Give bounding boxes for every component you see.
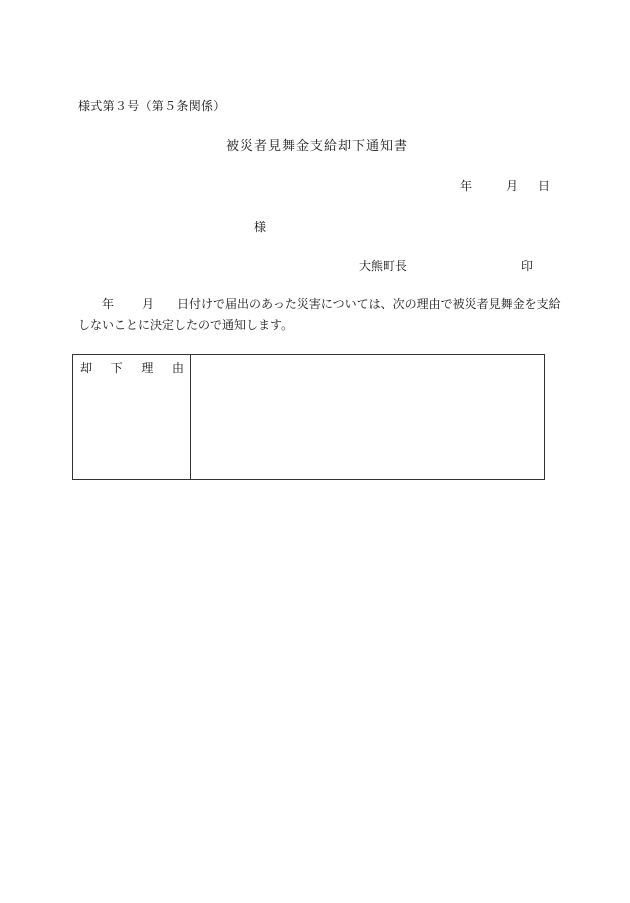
date-day-label: 日 bbox=[537, 179, 550, 193]
reason-label-cell bbox=[73, 355, 191, 479]
recipient-honorific: 様 bbox=[254, 220, 267, 234]
reason-label-char: 理 bbox=[141, 361, 154, 375]
reason-label-char: 下 bbox=[110, 361, 123, 375]
notice-body bbox=[78, 294, 561, 336]
date-line bbox=[460, 177, 550, 194]
form-number: 様式第３号（第５条関係） bbox=[78, 99, 226, 113]
reason-label-char: 却 bbox=[80, 361, 93, 375]
date-year-label: 年 bbox=[459, 179, 472, 193]
body-year-label: 年 bbox=[102, 297, 115, 311]
body-line-1-text: 日付けで届出のあった災害については、次の理由で被災者見舞金を支給 bbox=[177, 297, 561, 311]
issuer-name: 大熊町長 bbox=[359, 259, 408, 273]
notice-body-line-2: しないことに決定したので通知します。 bbox=[78, 318, 294, 332]
reason-content-cell bbox=[191, 355, 544, 479]
document-title: 被災者見舞金支給却下通知書 bbox=[225, 139, 408, 154]
notice-body-line-1 bbox=[78, 294, 561, 315]
body-month-label: 月 bbox=[142, 297, 155, 311]
seal-mark: 印 bbox=[521, 259, 534, 273]
reason-label-char: 由 bbox=[171, 361, 184, 375]
reason-table bbox=[72, 354, 545, 480]
reason-label bbox=[80, 359, 184, 376]
date-month-label: 月 bbox=[505, 179, 518, 193]
